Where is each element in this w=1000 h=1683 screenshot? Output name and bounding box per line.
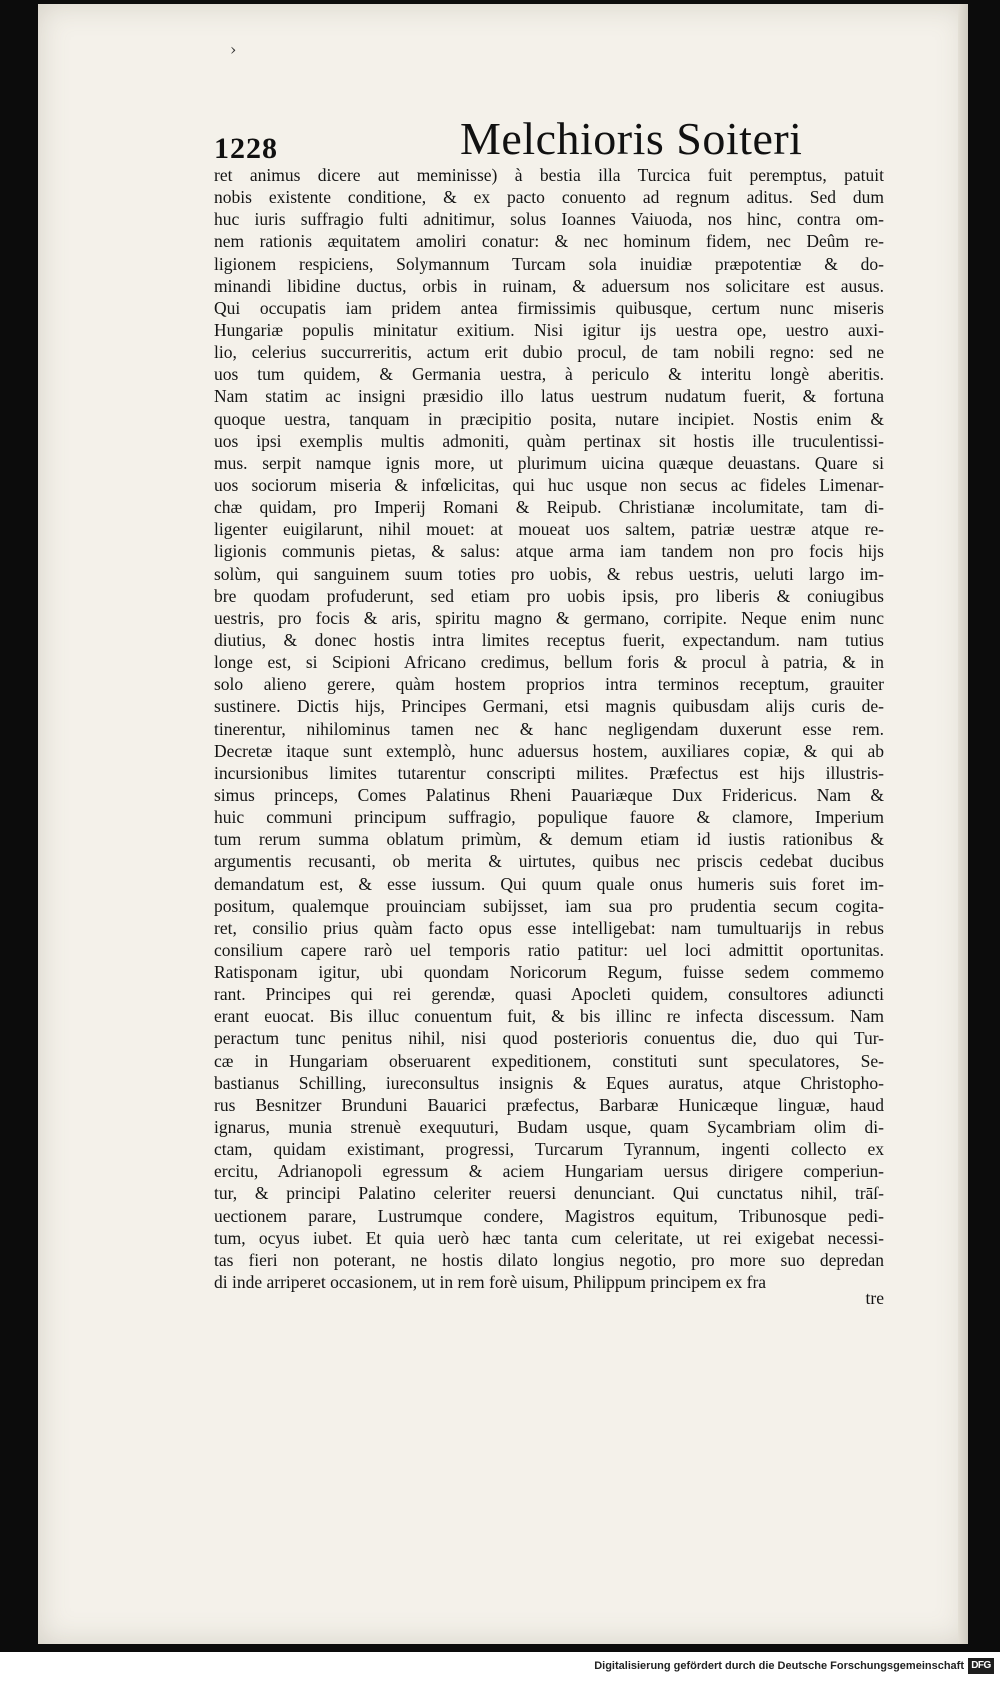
text-line: uos ipsi exemplis multis admoniti, quàm pertinax sit hostis ille truculentissi- [214, 430, 884, 451]
text-line: consilium capere rarò uel temporis ratio patitur: uel loci admittit oportunitas. [214, 939, 884, 960]
text-line: longe est, si Scipioni Africano credimus, bellum foris & procul à patria, & in [214, 652, 884, 673]
page-edge [958, 4, 968, 1644]
text-line: argumentis recusanti, ob merita & uirtutes, quibus nec priscis cedebat ducibus [214, 851, 884, 872]
text-line: mus. serpit namque ignis more, ut plurimum uicina quæque deuastans. Quare si [214, 452, 884, 473]
text-line: nem rationis æquitatem amoliri conatur: & nec hominum fidem, nec Deûm re- [214, 231, 884, 252]
text-line: rus Besnitzer Brunduni Bauarici præfectus, Barbaræ Hunicæque linguæ, haud [214, 1094, 884, 1115]
text-line: Nam statim ac insigni præsidio illo latus uestrum nudatum fuerit, & fortuna [214, 386, 884, 407]
footer-credit: Digitalisierung gefördert durch die Deutsche Forschungsgemeinschaft [594, 1660, 964, 1672]
text-line: erant euocat. Bis illuc conuentum fuit, & bis illinc re infecta discessum. Nam [214, 1006, 884, 1027]
page-mark: › [230, 40, 237, 59]
text-line: solùm, qui sanguinem suum toties pro uobis, & rebus uestris, ueluti largo im- [214, 563, 884, 584]
text-line: peractum tunc penitus nihil, nisi quod posterioris conuentus die, duo qui Tur- [214, 1028, 884, 1049]
text-line: di inde arriperet occasionem, ut in rem forè uisum, Philippum principem ex fra [214, 1272, 767, 1293]
text-line: Hungariæ populis minitatur exitium. Nisi igitur ijs uestra ope, uestro auxi- [214, 319, 884, 340]
text-line: positum, qualemque prouinciam subijsset, iam sua pro prudentia secum cogita- [214, 895, 884, 916]
text-line: uectionem parare, Lustrumque condere, Magistros equitum, Tribunosque pedi- [214, 1205, 884, 1226]
text-line: cæ in Hungariam obseruarent expeditionem, constituti sunt speculatores, Se- [214, 1050, 884, 1071]
text-line: diutius, & donec hostis intra limites receptus fuerit, expectandum. nam tutius [214, 629, 884, 650]
footer-bar [0, 1652, 1000, 1683]
text-line: ctam, quidam existimant, progressi, Turcarum Tyrannum, ingenti collecto ex [214, 1139, 884, 1160]
text-line: tum, ocyus iubet. Et quia uerò hæc tanta cum celeritate, ut rei exigebat necessi- [214, 1227, 884, 1248]
text-line: minandi libidine ductus, orbis in ruinam, & aduersum nos solicitare est ausus. [214, 275, 884, 296]
text-line: huic communi principum suffragio, populique fauore & clamore, Imperium [214, 807, 884, 828]
text-line: bastianus Schilling, iureconsultus insignis & Eques auratus, atque Christopho- [214, 1072, 884, 1093]
text-line: sustinere. Dictis hijs, Principes Germani, etsi magnis quibusdam alijs curis de- [214, 696, 884, 717]
text-line: tum rerum summa oblatum primùm, & demum etiam id iustis rationibus & [214, 829, 884, 850]
text-line: Decretæ itaque sunt extemplò, hunc aduersus hostem, auxiliares copiæ, & qui ab [214, 740, 884, 761]
text-line: rant. Principes qui rei gerendæ, quasi Apocleti quidem, consultores adiuncti [214, 984, 884, 1005]
page-number: 1228 [214, 132, 278, 165]
body-text [214, 164, 884, 1293]
text-line: Ratisponam igitur, ubi quondam Noricorum Regum, fuisse sedem commemo [214, 962, 884, 983]
text-line: tinerentur, nihilominus tamen nec & hanc negligendam duxerunt esse rem. [214, 718, 884, 739]
text-line: incursionibus limites tutarentur conscripti milites. Præfectus est hijs illustris- [214, 762, 884, 783]
text-line: lio, celerius succurreritis, actum erit dubio procul, de tam nobili regno: sed ne [214, 342, 884, 363]
text-line: demandatum est, & esse iussum. Qui quum quale onus humeris suis foret im- [214, 873, 884, 894]
book-page [38, 4, 968, 1644]
text-line: simus princeps, Comes Palatinus Rheni Pauariæque Dux Fridericus. Nam & [214, 784, 884, 805]
text-line: Qui occupatis iam pridem antea firmissimis quibusque, certum nunc miseris [214, 297, 884, 318]
text-line: solo alieno gerere, quàm hostem proprios intra terminos receptum, grauiter [214, 674, 884, 695]
page-header [214, 112, 854, 172]
text-line: bre quodam profuderunt, sed etiam pro uobis ipsis, pro liberis & coniugibus [214, 585, 884, 606]
text-line: tas fieri non poterant, ne hostis dilato longius negotio, pro more suo depredan [214, 1249, 884, 1270]
text-line: chæ quidam, pro Imperij Romani & Reipub. Christianæ incolumitate, tam di- [214, 497, 884, 518]
text-line: ercitu, Adrianopoli egressum & aciem Hungariam uersus dirigere comperiun- [214, 1161, 884, 1182]
text-line: ligionem respiciens, Solymannum Turcam sola inuidiæ præpotentiæ & do- [214, 253, 884, 274]
running-head: Melchioris Soiteri [460, 113, 803, 164]
text-line: ret, consilio prius quàm facto opus esse intelligebat: nam tumultuarijs in rebus [214, 917, 884, 938]
catchword: tre [865, 1288, 884, 1308]
text-line: ret animus dicere aut meminisse) à bestia illa Turcica fuit peremptus, patuit [214, 165, 884, 185]
text-line: uos tum quidem, & Germania uestra, à periculo & interitu longè aberitis. [214, 364, 884, 385]
text-line: quoque uestra, tanquam in præcipitio posita, nutare incipiet. Nostis enim & [214, 408, 884, 429]
text-line: nobis existente conditione, & ex pacto conuento ad regnum aditus. Sed dum [214, 187, 884, 208]
text-line: uestris, pro focis & aris, spiritu magno & germano, corripite. Neque enim nunc [214, 607, 884, 628]
dfg-logo-icon: DFG [968, 1658, 994, 1674]
text-line: ligenter euigilarunt, nihil mouet: at moueat uos saltem, patriæ uestræ atque re- [214, 519, 884, 540]
text-line: ignarus, munia strenuè exequuturi, Budam usque, quam Sycambriam olim di- [214, 1117, 884, 1138]
text-line: tur, & principi Palatino celeriter reuersi denunciant. Qui cunctatus nihil, trāſ- [214, 1183, 884, 1204]
text-line: ligionis communis pietas, & salus: atque arma iam tandem non pro focis hijs [214, 541, 884, 562]
text-line: uos sociorum miseria & infœlicitas, qui huc usque non secus ac fideles Limenar- [214, 474, 884, 495]
text-line: huc iuris suffragio fulti adnitimur, solus Ioannes Vaiuoda, nos hinc, contra om- [214, 209, 884, 230]
